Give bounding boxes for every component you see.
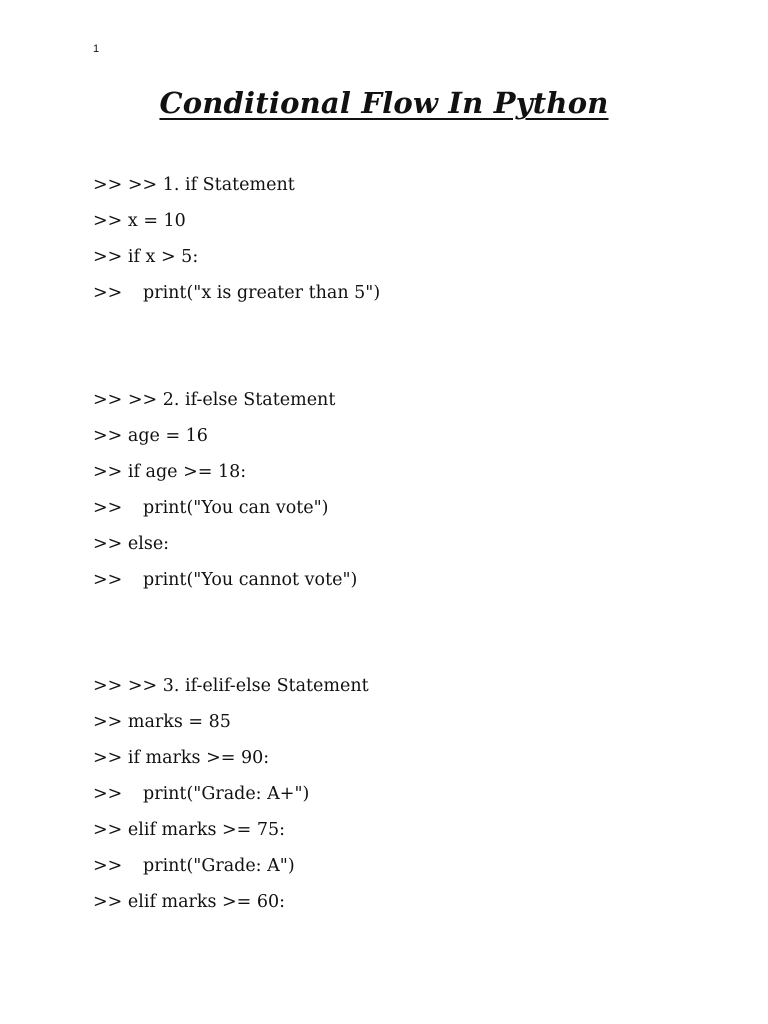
code-text: if x > 5: <box>122 247 199 267</box>
prompt-marker: >> <box>93 534 123 554</box>
code-line <box>93 425 208 447</box>
code-text: x = 10 <box>122 211 186 231</box>
code-text: >> 1. if Statement <box>122 175 295 195</box>
code-text: >> 2. if-else Statement <box>122 390 336 410</box>
code-line <box>93 819 285 841</box>
prompt-marker: >> <box>93 462 123 482</box>
code-text: else: <box>122 534 170 554</box>
code-line <box>93 282 380 304</box>
code-line <box>93 891 285 913</box>
code-text: marks = 85 <box>122 712 231 732</box>
prompt-marker: >> <box>93 211 123 231</box>
code-text: age = 16 <box>122 426 208 446</box>
code-text: print("Grade: A+") <box>143 784 310 804</box>
page-number: 1 <box>93 43 100 55</box>
prompt-marker: >> <box>93 570 123 590</box>
code-line <box>93 497 329 519</box>
prompt-marker: >> <box>93 426 123 446</box>
code-text: print("You can vote") <box>143 498 329 518</box>
prompt-marker: >> <box>93 283 123 303</box>
prompt-marker: >> <box>93 856 123 876</box>
code-line <box>93 533 169 555</box>
code-text: print("x is greater than 5") <box>143 283 381 303</box>
code-line <box>93 210 186 232</box>
prompt-marker: >> <box>93 175 123 195</box>
prompt-marker: >> <box>93 748 123 768</box>
code-text: print("You cannot vote") <box>143 570 358 590</box>
code-text: elif marks >= 60: <box>122 892 286 912</box>
prompt-marker: >> <box>93 820 123 840</box>
prompt-marker: >> <box>93 390 123 410</box>
code-line <box>93 461 246 483</box>
prompt-marker: >> <box>93 498 123 518</box>
code-line <box>93 174 295 196</box>
code-line <box>93 389 335 411</box>
prompt-marker: >> <box>93 712 123 732</box>
prompt-marker: >> <box>93 784 123 804</box>
document-title: Conditional Flow In Python <box>159 86 609 120</box>
code-line <box>93 711 231 733</box>
code-line <box>93 855 295 877</box>
code-text: >> 3. if-elif-else Statement <box>122 676 369 696</box>
code-text: if marks >= 90: <box>122 748 270 768</box>
code-text: if age >= 18: <box>122 462 247 482</box>
prompt-marker: >> <box>93 247 123 267</box>
code-line <box>93 246 198 268</box>
prompt-marker: >> <box>93 892 123 912</box>
code-text: elif marks >= 75: <box>122 820 286 840</box>
code-line <box>93 675 369 697</box>
code-line <box>93 783 309 805</box>
code-line <box>93 747 269 769</box>
code-line <box>93 569 357 591</box>
prompt-marker: >> <box>93 676 123 696</box>
code-text: print("Grade: A") <box>143 856 295 876</box>
